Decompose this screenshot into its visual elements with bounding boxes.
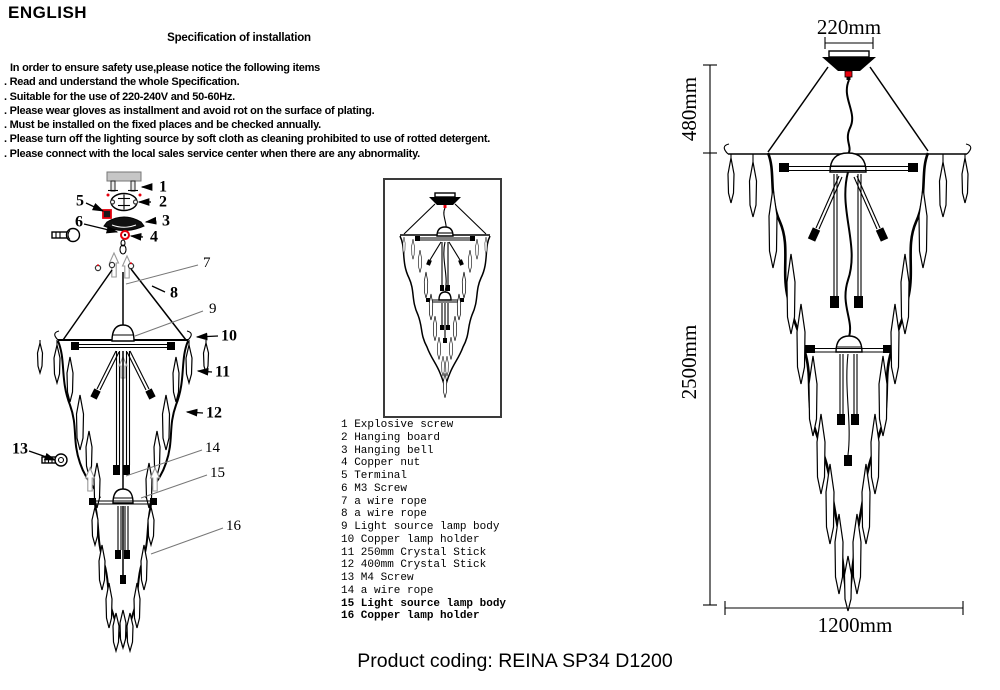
tier1-lamp-body: [38, 325, 209, 508]
spec-title: Specification of installation: [167, 32, 311, 44]
part-item: 15 Light source lamp body: [341, 597, 507, 610]
dim-label-canopy-width: 220mm: [816, 15, 882, 39]
instructions: [4, 61, 490, 161]
part-item: 13 M4 Screw: [341, 572, 414, 584]
instruction-line: . Please wear gloves as installment and avoid rot on the surface of plating.: [4, 104, 375, 117]
callout-1: 1: [159, 178, 167, 196]
dimension-lines: [677, 15, 963, 637]
part-item: 1 Explosive screw: [341, 419, 454, 431]
lamp-body-dome: [836, 336, 862, 352]
callout-14: 14: [205, 440, 220, 456]
callout-4: 4: [150, 228, 158, 246]
instruction-line: . Suitable for the use of 220-240V and 50-60Hz.: [4, 90, 235, 103]
product-coding: Product coding: REINA SP34 D1200: [357, 650, 673, 672]
callout-9: 9: [209, 301, 217, 317]
dimension-diagram: [670, 0, 1000, 660]
dim-label-total-height: 2500mm: [677, 324, 701, 400]
assembled-view-thumbnail: [383, 178, 502, 418]
terminal: [103, 210, 111, 218]
part-item: 5 Terminal: [341, 470, 408, 482]
top-hardware: [52, 172, 144, 254]
part-item: 2 Hanging board: [341, 431, 441, 444]
callout-8: 8: [170, 284, 178, 302]
instruction-line: . Read and understand the whole Specification.: [4, 76, 240, 89]
instruction-line: . Please turn off the lighting source by soft cloth as cleaning prohibited to use of rotted detergent.: [4, 133, 491, 146]
callout-5: 5: [76, 192, 84, 210]
dim-label-fixture-width: 1200mm: [817, 613, 893, 637]
callout-16: 16: [226, 518, 241, 534]
callout-3: 3: [162, 212, 170, 230]
part-item: 6 M3 Screw: [341, 482, 408, 495]
chandelier-drawing: [724, 51, 971, 611]
callout-10: 10: [221, 327, 237, 345]
part-item: 10 Copper lamp holder: [341, 533, 480, 546]
tier2-lamp-body: [42, 454, 160, 651]
callout-7: 7: [203, 255, 211, 271]
part-item: 16 Copper lamp holder: [341, 610, 480, 623]
callout-12: 12: [206, 404, 222, 422]
callout-15: 15: [210, 465, 225, 481]
hanging-board: [107, 172, 141, 181]
callout-13: 13: [12, 440, 28, 458]
part-item: 3 Hanging bell: [341, 444, 434, 457]
part-item: 8 a wire rope: [341, 508, 427, 521]
part-item: 14 a wire rope: [341, 584, 434, 597]
callout-11: 11: [215, 363, 231, 381]
part-item: 7 a wire rope: [341, 495, 427, 508]
instruction-line: . Please connect with the local sales service center when there are any abnormality.: [4, 147, 420, 160]
part-item: 12 400mm Crystal Stick: [341, 559, 487, 572]
assembled-view-svg: [385, 180, 500, 416]
instruction-line: . Must be installed on the fixed places and be checked annually.: [4, 119, 321, 132]
dim-label-drop-top: 480mm: [677, 76, 701, 142]
instruction-line: In order to ensure safety use,please notice the following items: [10, 62, 321, 74]
lamp-body-dome: [830, 153, 866, 172]
part-item: 11 250mm Crystal Stick: [341, 546, 487, 559]
exploded-view-diagram: [0, 165, 250, 660]
part-item: 9 Light source lamp body: [341, 521, 500, 533]
callout-2: 2: [159, 193, 167, 211]
part-item: 4 Copper nut: [341, 457, 421, 470]
callout-6: 6: [75, 213, 83, 231]
hanging-bell: [104, 217, 144, 231]
parts-list: [341, 419, 506, 623]
lamp-body-dome: [112, 325, 134, 341]
language-heading: ENGLISH: [8, 3, 88, 22]
